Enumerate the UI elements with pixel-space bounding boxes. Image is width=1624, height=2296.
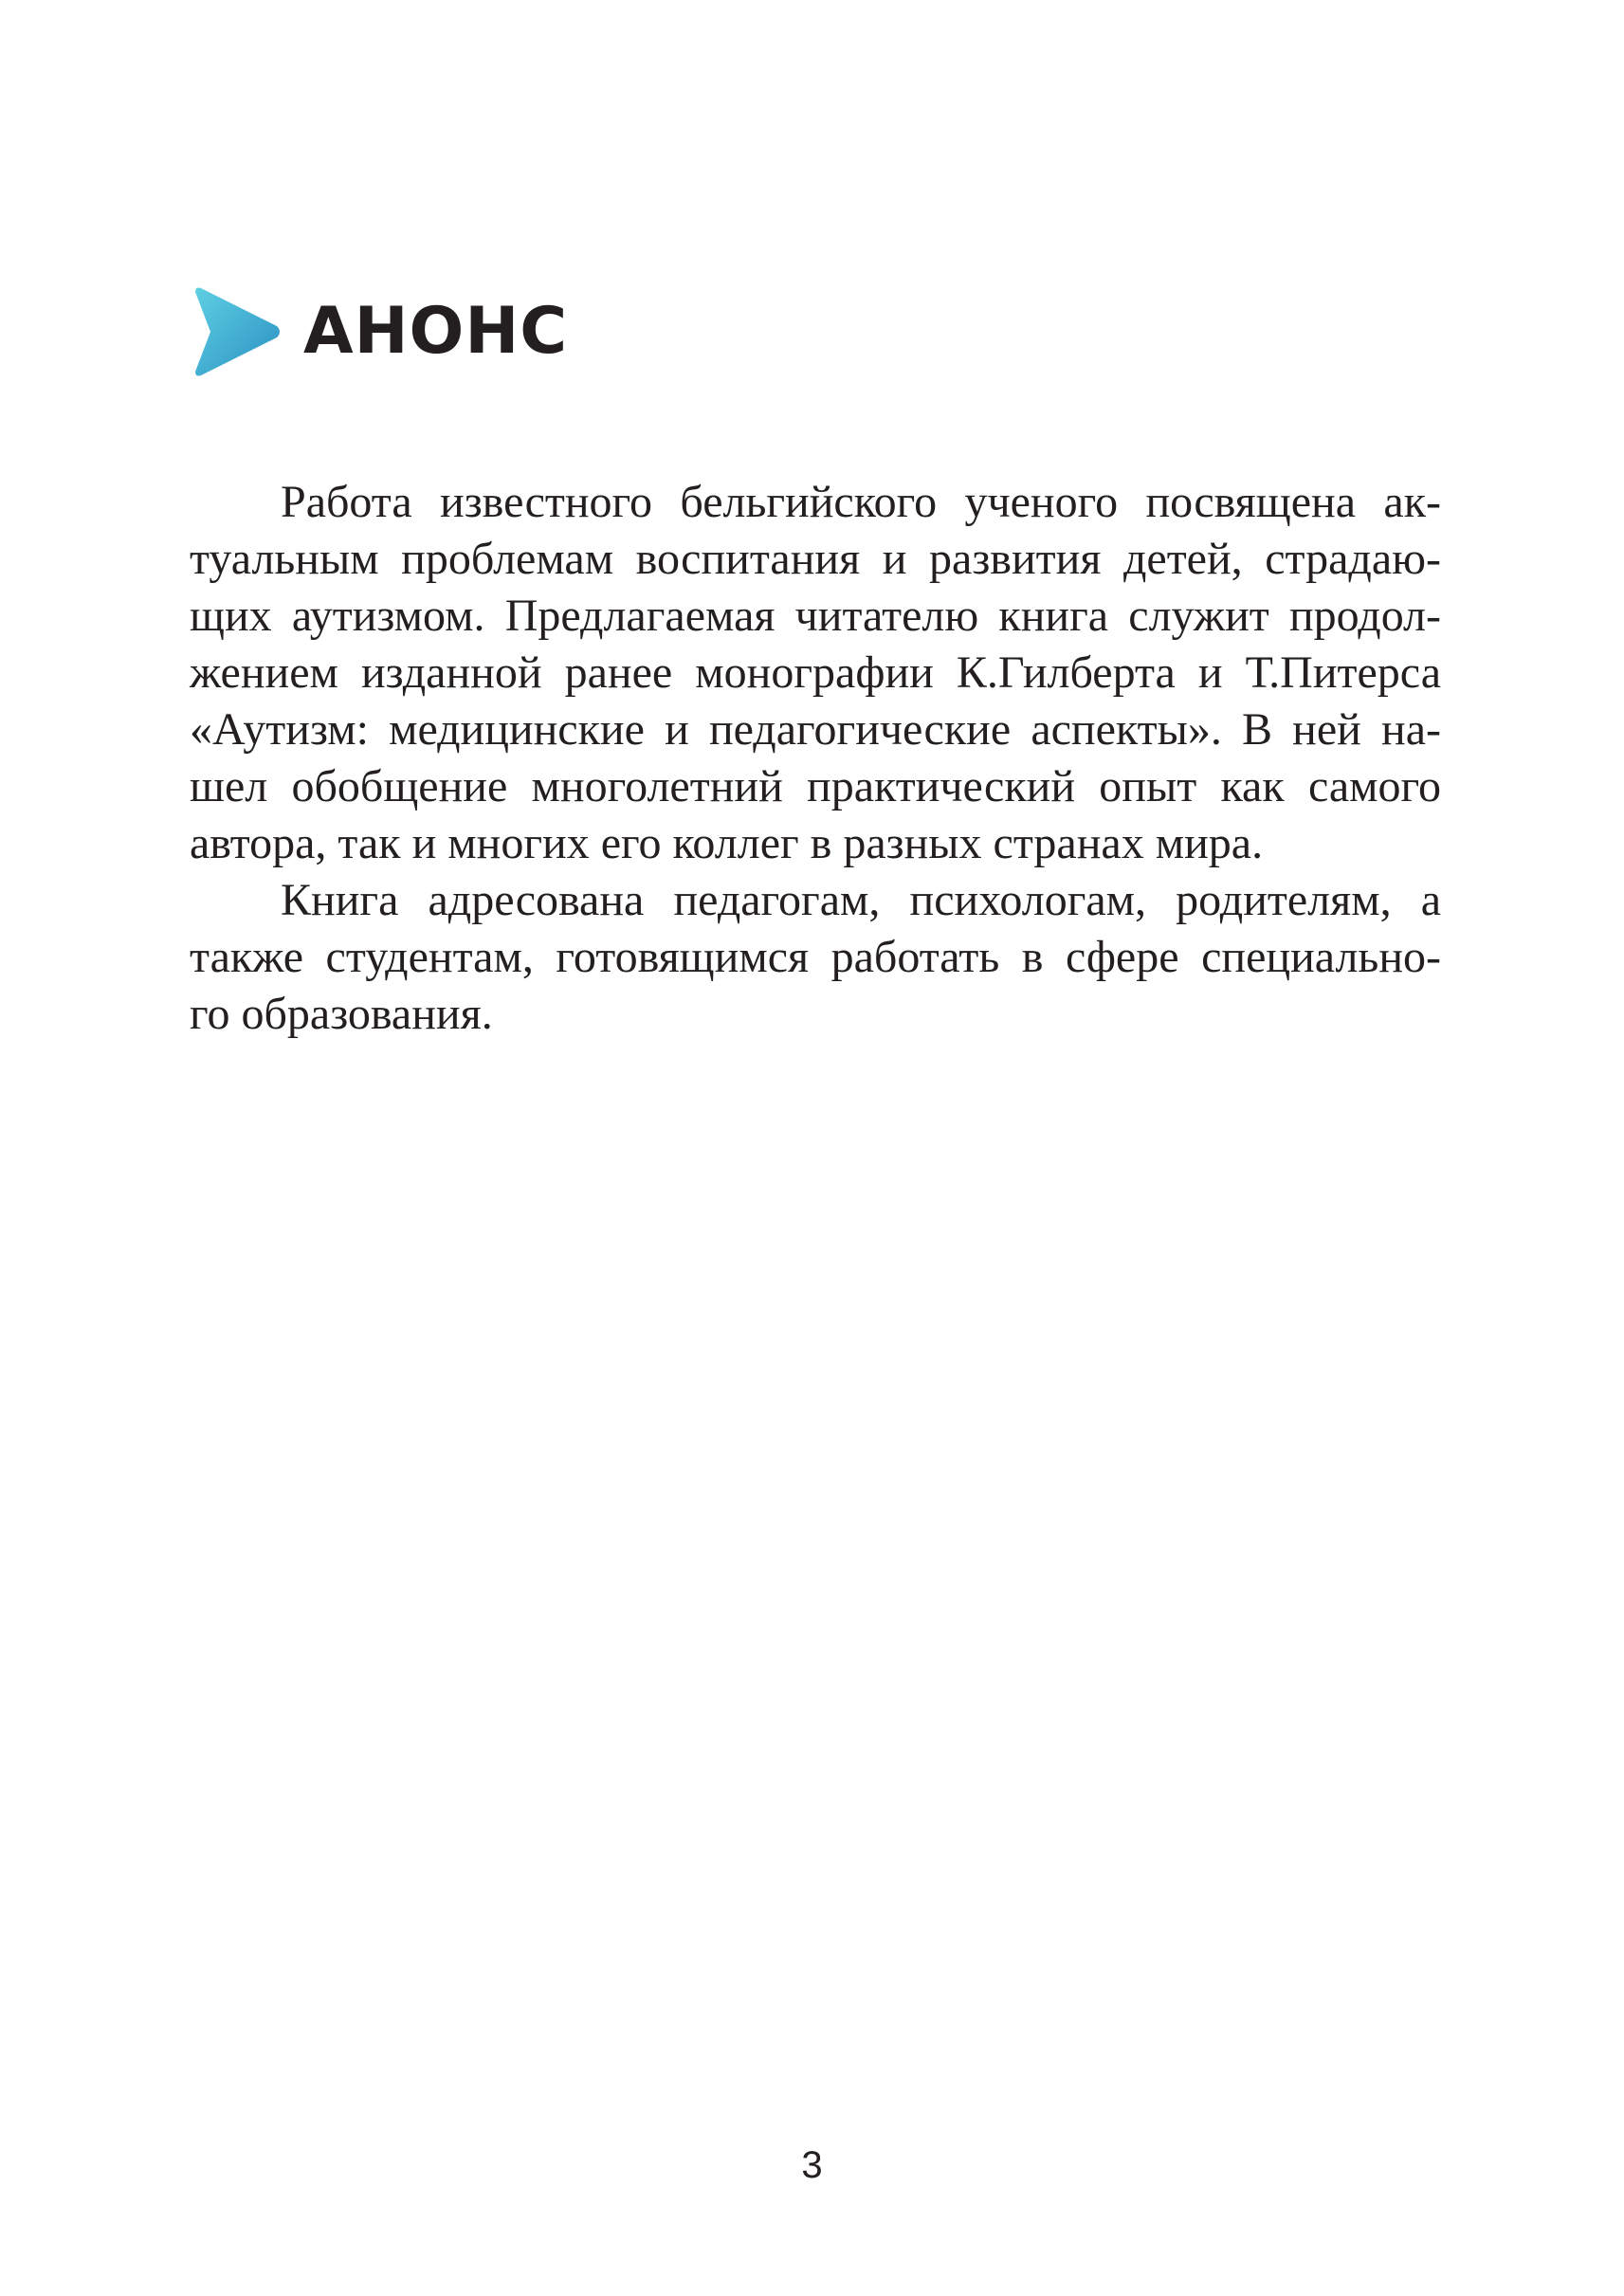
text-line: также студентам, готовящимся работать в сфере специально- [190,932,1441,982]
page-title: АНОНС [303,294,569,369]
arrow-chevron-icon [190,284,284,379]
annotation-body [190,474,1441,1043]
text-line: жением изданной ранее монографии К.Гилберта и Т.Питерса [190,647,1441,698]
text-line: Книга адресована педагогам, психологам, родителям, а [281,875,1441,925]
paragraph [190,872,1441,1043]
text-line: «Аутизм: медицинские и педагогические аспекты». В ней на- [190,704,1441,755]
paragraph [190,474,1441,872]
text-line: щих аутизмом. Предлагаемая читателю книга служит продол- [190,591,1441,641]
text-line: автора, так и многих его коллег в разных странах мира. [190,818,1264,868]
text-line: го образования. [190,989,493,1039]
text-line: шел обобщение многолетний практический опыт как самого [190,761,1441,811]
page-number: 3 [801,2144,823,2186]
text-line: туальным проблемам воспитания и развития детей, страдаю- [190,534,1441,584]
section-heading [190,284,568,379]
text-line: Работа известного бельгийского ученого посвящена ак- [281,477,1441,527]
